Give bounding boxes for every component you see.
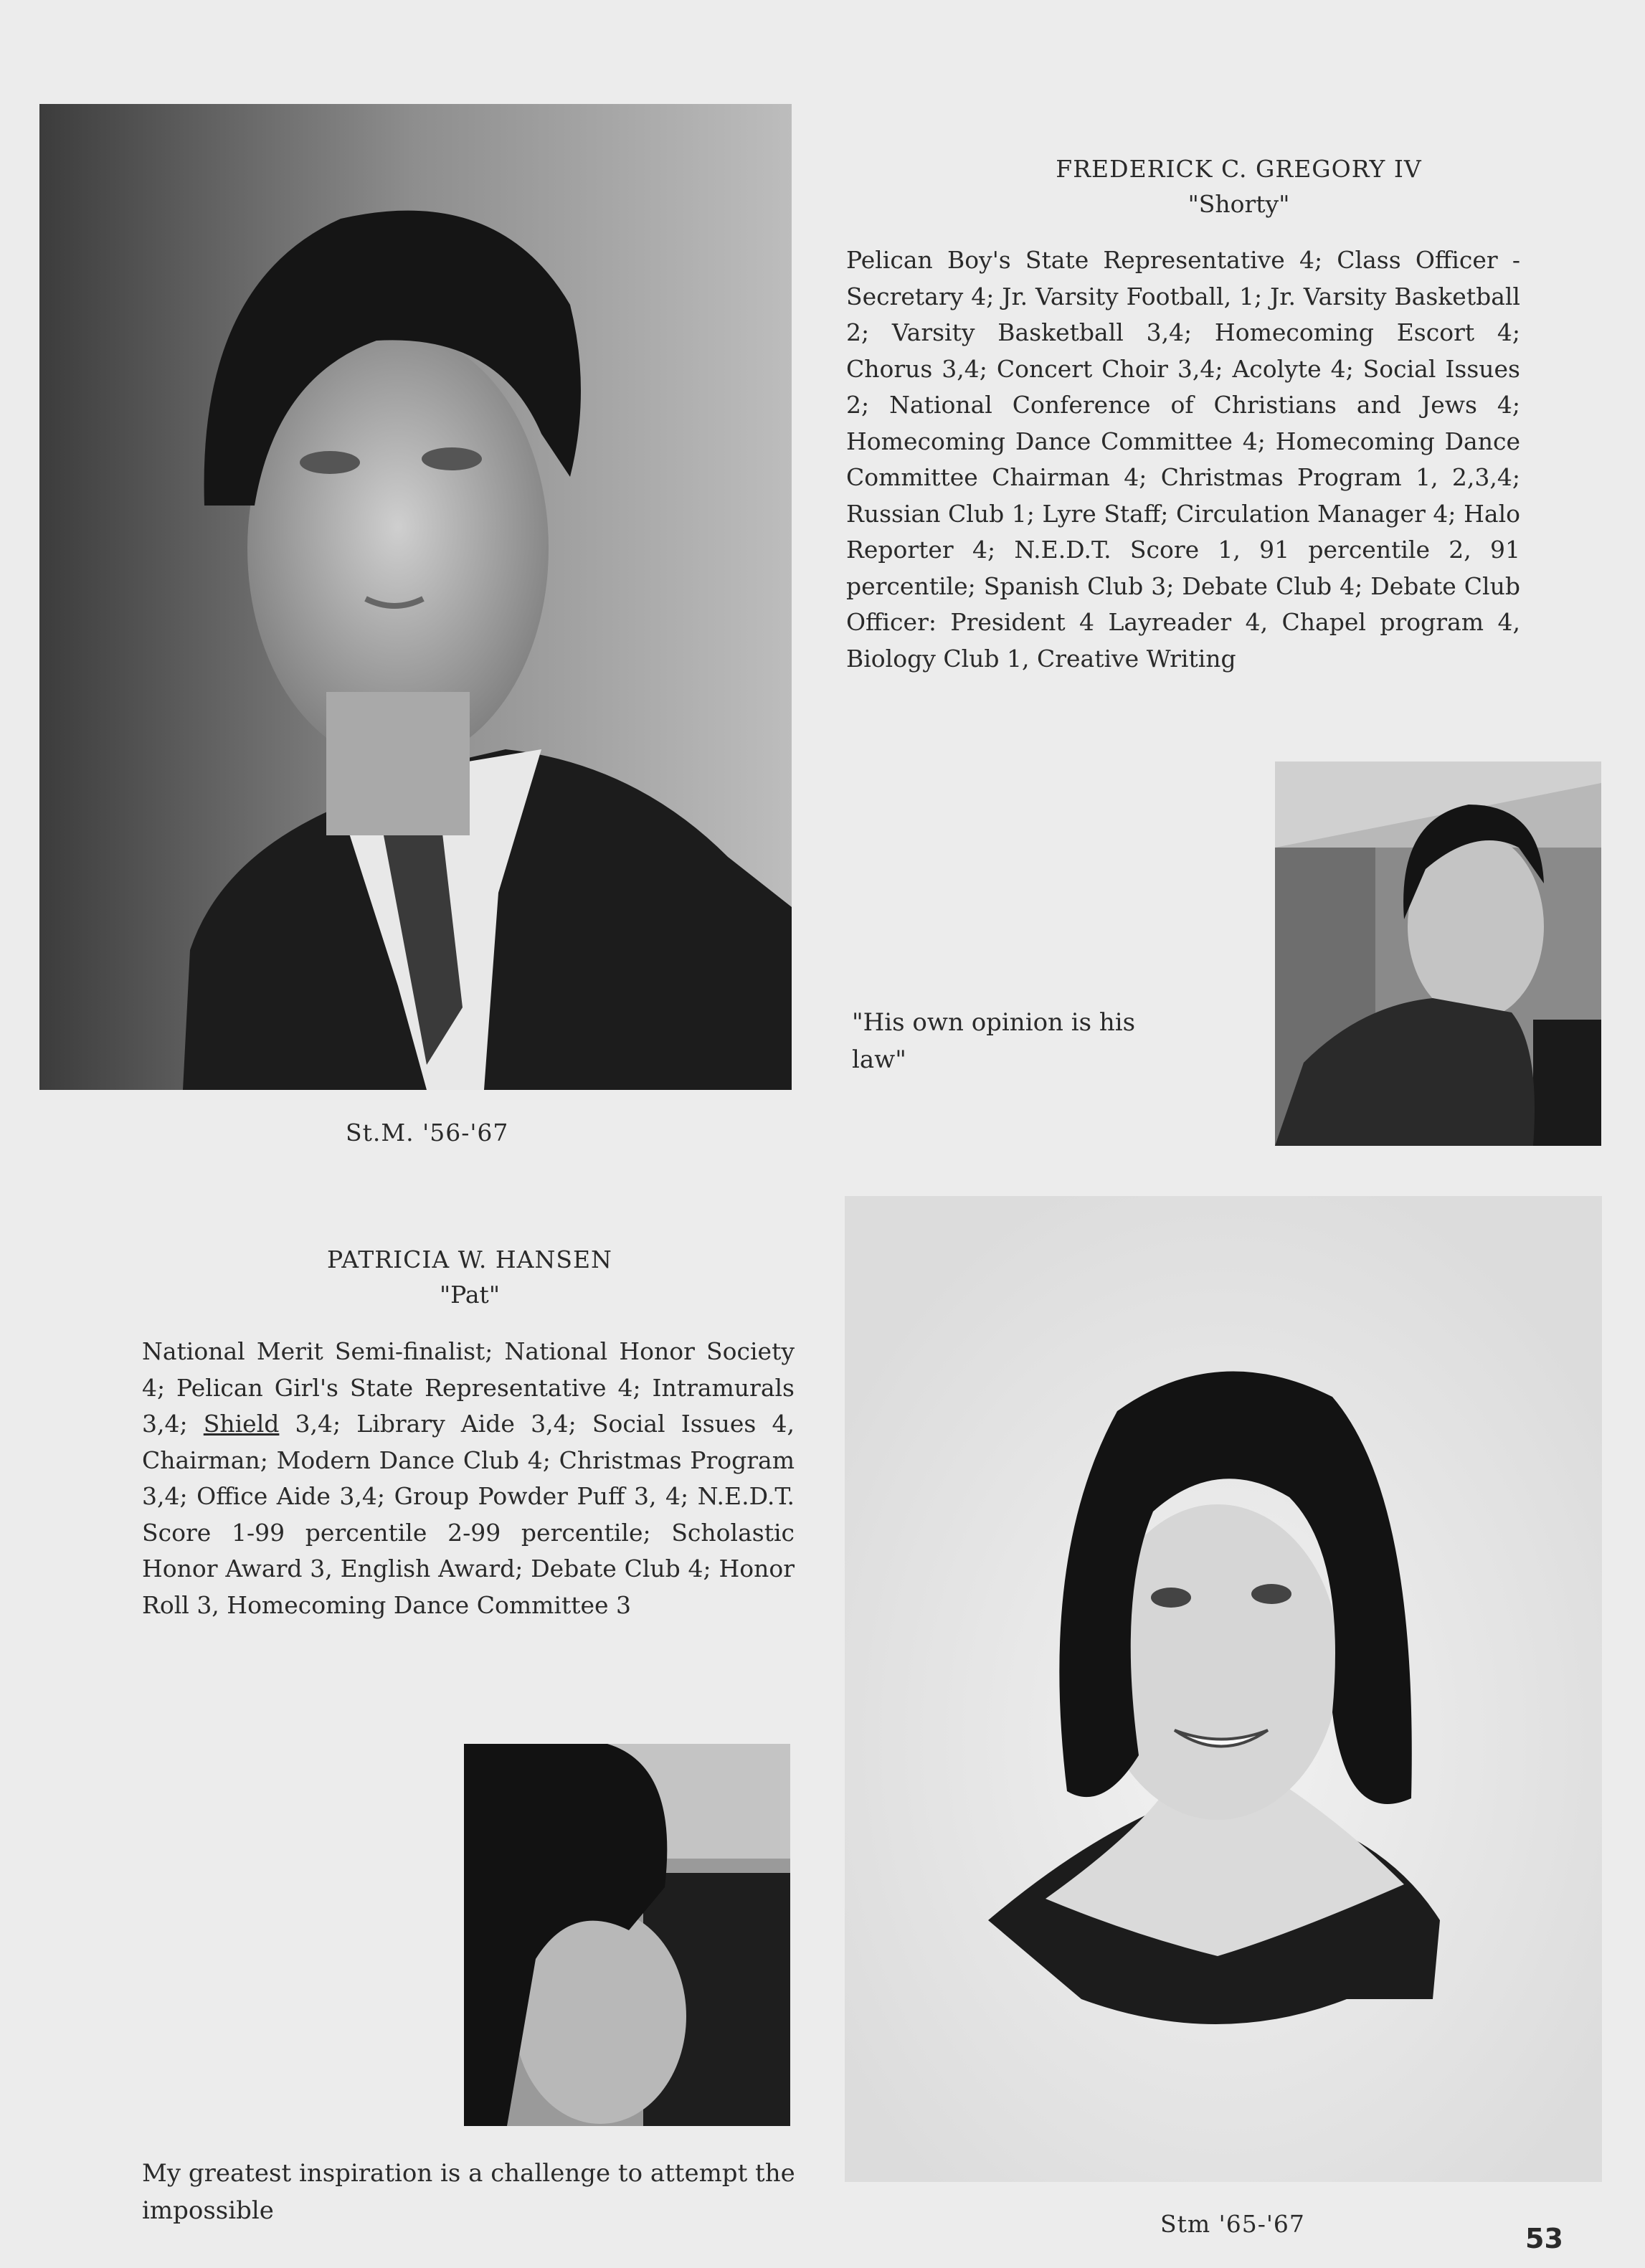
candid-photo-patricia — [464, 1744, 790, 2126]
activities-patricia-part2: 3,4; Library Aide 3,4; Social Issues 4, Chairman; Modern Dance Club 4; Christmas Program 3,4; Office Aide 3,4; Group Powder Puff 3, 4; N.E.D.T. Score 1-99 percentile 2-99 percentile; Scholastic Honor Award 3, English Award; Debate Club 4; Honor Roll 3, Homecoming Dance Committee 3 — [142, 1410, 795, 1619]
nickname-frederick: "Shorty" — [1187, 190, 1290, 218]
portrait-frederick-gregory — [39, 104, 792, 1090]
quote-frederick: "His own opinion is his law" — [852, 1008, 1136, 1074]
candid-photo-frederick — [1275, 761, 1601, 1146]
years-patricia: Stm '65-'67 — [1160, 2210, 1305, 2238]
years-frederick: St.M. '56-'67 — [346, 1119, 509, 1147]
activities-frederick: Pelican Boy's State Representative 4; Class Officer - Secretary 4; Jr. Varsity Football, 1; Jr. Varsity Basketball 2; Varsity Basketball 3,4; Homecoming Escort 4; Chorus 3,4; Concert Choir 3,4; Acolyte 4; Social Issues 2; National Conference of Christians and Jews 4; Homecoming Dance Committee 4; Homecoming Dance Committee Chairman 4; Christmas Program 1, 2,3,4; Russian Club 1; Lyre Staff; Circulation Manager 4; Halo Reporter 4; N.E.D.T. Score 1, 91 percentile 2, 91 percentile; Spanish Club 3; Debate Club 4; Debate Club Officer: President 4 Layreader 4, Chapel program 4, Biology Club 1, Creative Writing — [846, 246, 1520, 673]
activities-patricia-underlined: Shield — [203, 1410, 280, 1438]
activities-patricia-part1: National Merit Semi-finalist; National Honor Society 4; Pelican Girl's State Representative 4; Intramurals 3,4; — [142, 1337, 795, 1438]
name-patricia: PATRICIA W. HANSEN — [327, 1245, 612, 1273]
portrait-patricia-hansen — [845, 1196, 1602, 2182]
page-number: 53 — [1525, 2223, 1563, 2254]
activities-patricia — [142, 1334, 795, 1623]
name-frederick: FREDERICK C. GREGORY IV — [1056, 155, 1422, 183]
quote-patricia: My greatest inspiration is a challenge to attempt the impossible — [142, 2159, 795, 2225]
nickname-patricia: "Pat" — [439, 1281, 500, 1309]
